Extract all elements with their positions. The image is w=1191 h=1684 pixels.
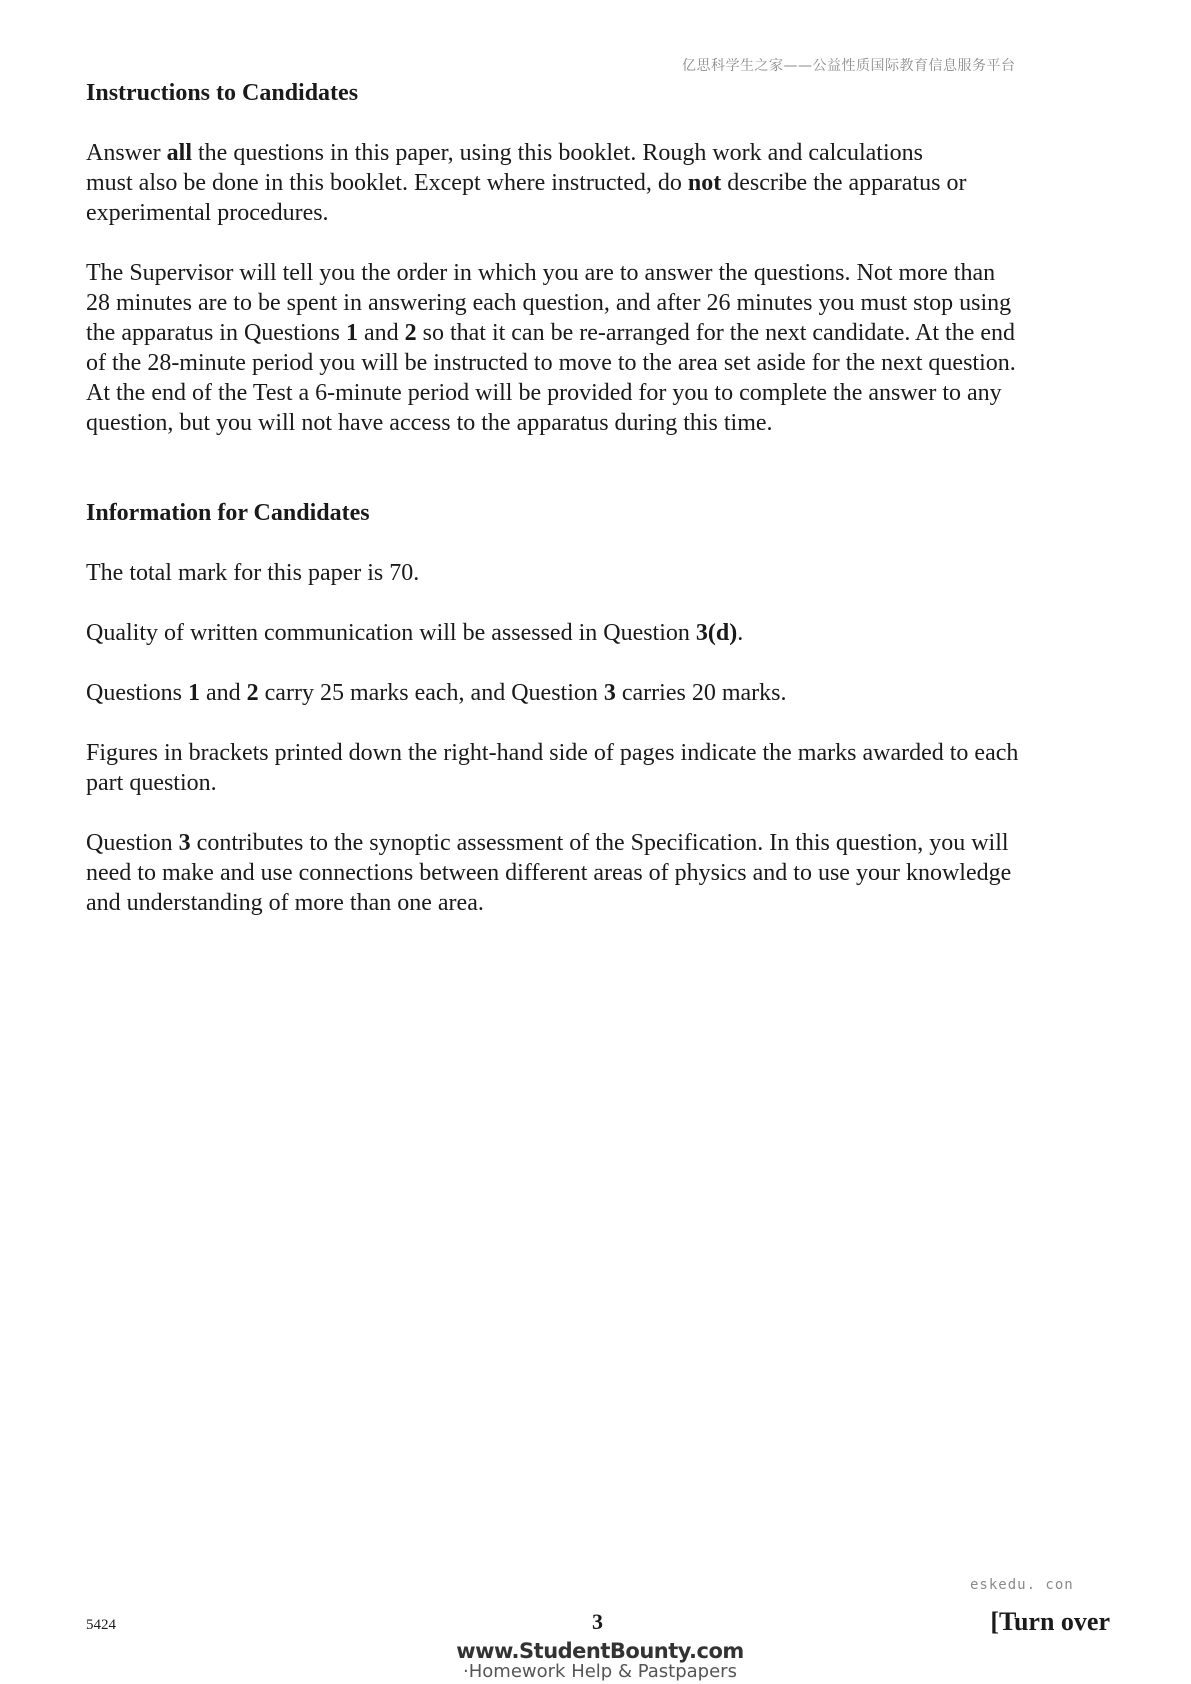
question-ref: 2 <box>404 320 417 346</box>
text: question, but you will not have access to the apparatus during this time. <box>86 410 773 436</box>
question-ref: 3(d) <box>695 620 738 646</box>
text: Question <box>86 830 179 856</box>
text: experimental procedures. <box>86 200 329 226</box>
text: so that it can be re-arranged for the next candidate. At the end <box>416 320 1016 346</box>
brand-url: www.StudentBounty.com <box>456 1639 744 1663</box>
text: The Supervisor will tell you the order in which you are to answer the questions. Not more than <box>86 260 996 286</box>
instructions-paragraph-1 <box>86 138 1126 228</box>
paper-code: 5424 <box>86 1617 116 1633</box>
page-number: 3 <box>592 1609 603 1634</box>
instructions-heading: Instructions to Candidates <box>86 80 359 106</box>
emphasis-not: not <box>687 170 722 196</box>
text: . <box>737 620 744 646</box>
marks-distribution-text <box>86 678 1126 708</box>
text: Quality of written communication will be assessed in Question <box>86 620 696 646</box>
text: of the 28-minute period you will be instructed to move to the area set aside for the next question. <box>86 350 1016 376</box>
figures-text <box>86 738 1126 798</box>
text: contributes to the synoptic assessment of the Specification. In this question, you will <box>190 830 1009 856</box>
turn-over-label: [Turn over <box>990 1607 1110 1636</box>
page-content <box>86 78 1126 918</box>
text: Answer <box>86 140 167 166</box>
watermark-top: 亿思科学生之家——公益性质国际教育信息服务平台 <box>682 58 1016 74</box>
studentbounty-logo <box>450 1640 750 1682</box>
text: carries 20 marks. <box>615 680 787 706</box>
text: 28 minutes are to be spent in answering each question, and after 26 minutes you must stop using <box>86 290 1012 316</box>
text: Questions <box>86 680 188 706</box>
question-ref: 3 <box>603 680 616 706</box>
question-ref: 3 <box>178 830 191 856</box>
text: and <box>200 680 247 706</box>
question-ref: 1 <box>345 320 358 346</box>
information-heading: Information for Candidates <box>86 500 370 526</box>
brand-tagline: ·Homework Help & Pastpapers <box>463 1661 737 1682</box>
synoptic-text <box>86 828 1126 918</box>
text: describe the apparatus or <box>721 170 967 196</box>
text: the apparatus in Questions <box>86 320 346 346</box>
text: part question. <box>86 770 217 796</box>
emphasis-all: all <box>166 140 192 166</box>
text: need to make and use connections between different areas of physics and to use your knowledge <box>86 860 1012 886</box>
text: the questions in this paper, using this booklet. Rough work and calculations <box>192 140 923 166</box>
question-ref: 1 <box>188 680 200 706</box>
text: must also be done in this booklet. Except where instructed, do <box>86 170 688 196</box>
total-mark-text: The total mark for this paper is 70. <box>86 560 420 586</box>
text: and understanding of more than one area. <box>86 890 484 916</box>
watermark-bottom: eskedu. con <box>970 1577 1074 1593</box>
text: and <box>357 320 405 346</box>
text: Figures in brackets printed down the right-hand side of pages indicate the marks awarded to each <box>86 740 1019 766</box>
text: At the end of the Test a 6-minute period will be provided for you to complete the answer to any <box>86 380 1002 406</box>
instructions-paragraph-2 <box>86 258 1126 438</box>
text: carry 25 marks each, and Question <box>258 680 604 706</box>
question-ref: 2 <box>246 680 259 706</box>
quality-text <box>86 618 1126 648</box>
